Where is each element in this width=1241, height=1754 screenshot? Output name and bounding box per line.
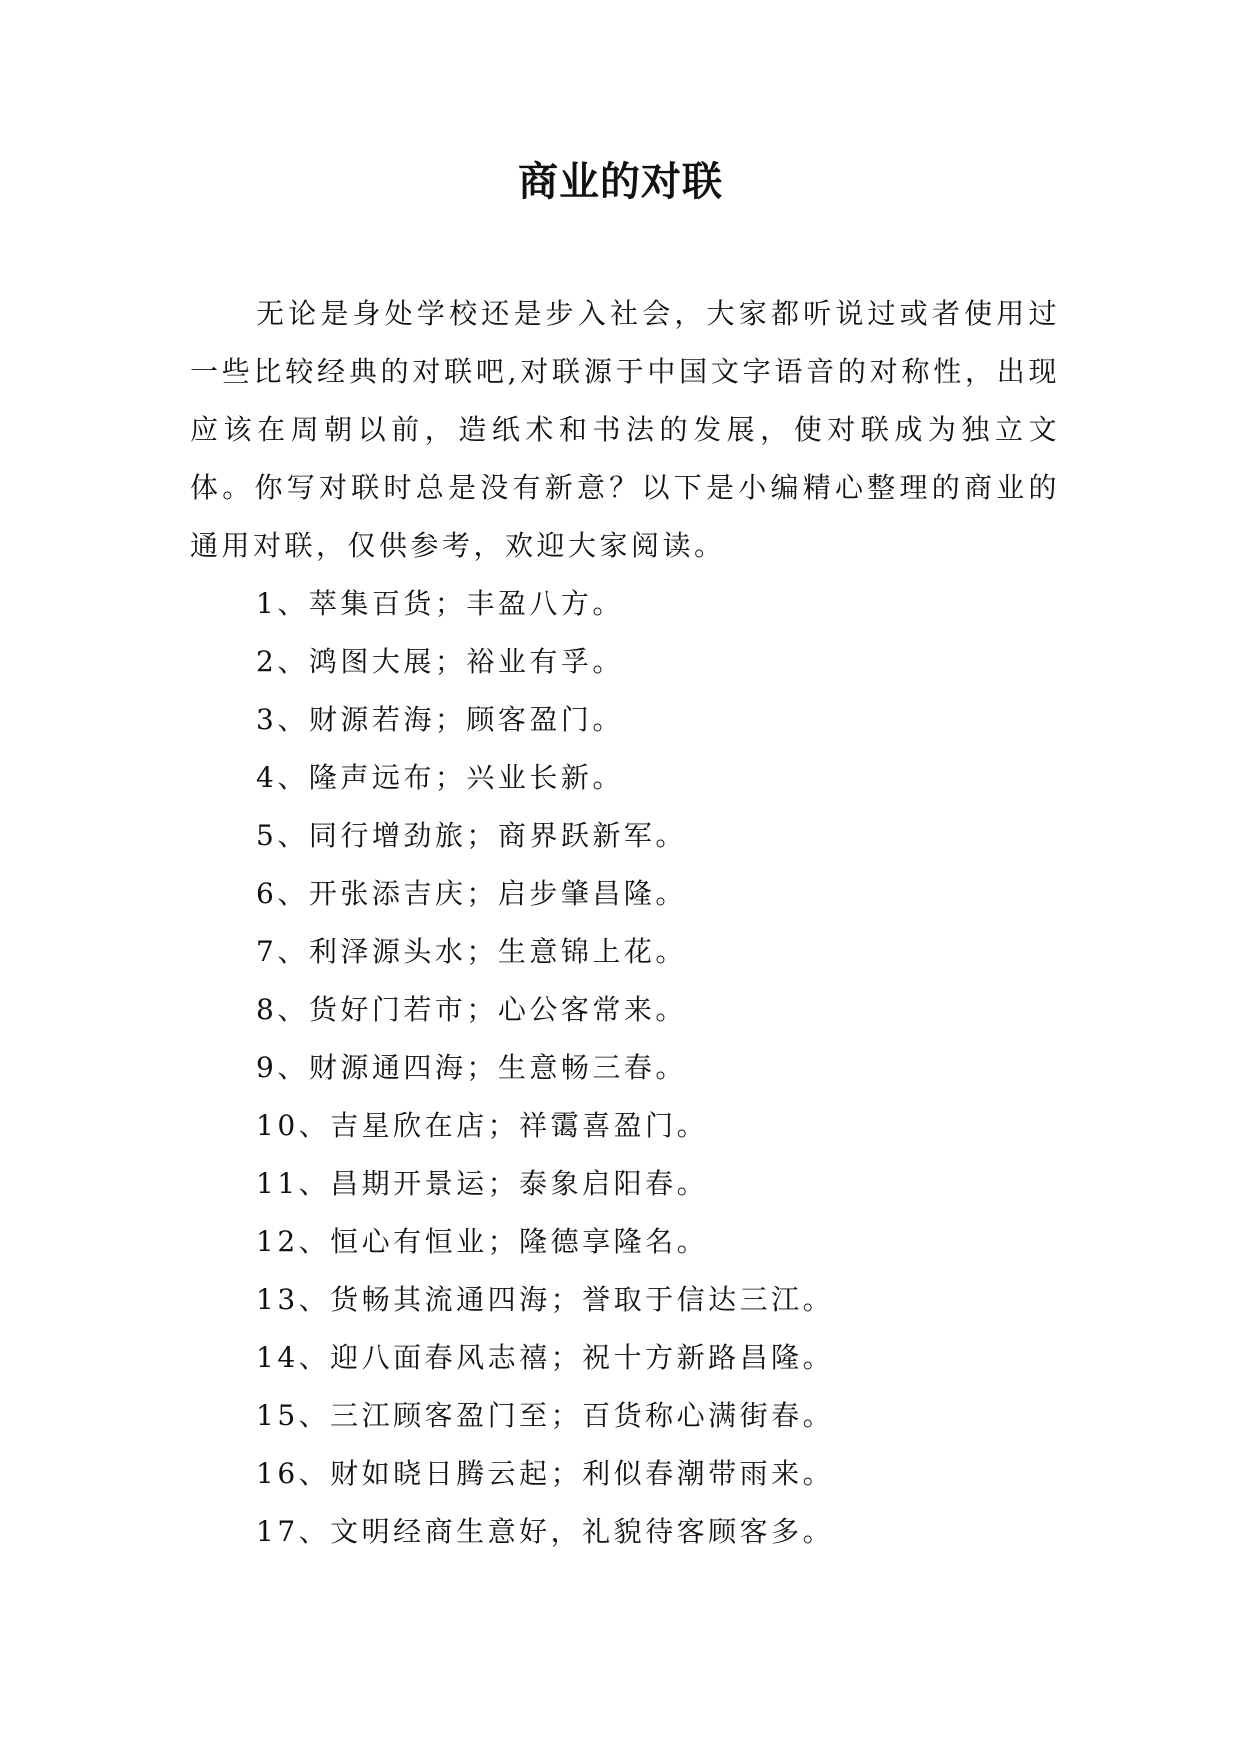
couplet-item: 2、鸿图大展；裕业有孚。: [256, 645, 624, 678]
couplet-item: 10、吉星欣在店；祥霭喜盈门。: [256, 1109, 709, 1142]
couplet-item: 11、昌期开景运；泰象启阳春。: [256, 1167, 709, 1200]
couplet-item: 14、迎八面春风志禧；祝十方新路昌隆。: [256, 1341, 835, 1374]
couplet-item: 5、同行增劲旅；商界跃新军。: [256, 819, 687, 852]
intro-paragraph: 无论是身处学校还是步入社会，大家都听说过或者使用过一些比较经典的对联吧,对联源于中国文字语音的对称性，出现应该在周朝以前，造纸术和书法的发展，使对联成为独立文体。你写对联时总是没有新意？以下是小编精心整理的商业的通用对联，仅供参考，欢迎大家阅读。: [190, 297, 1060, 562]
couplet-item: 16、财如晓日腾云起；利似春潮带雨来。: [256, 1457, 835, 1490]
document-body: [190, 285, 1060, 1561]
couplet-item: 3、财源若海；顾客盈门。: [256, 703, 624, 736]
couplet-item: 13、货畅其流通四海；誉取于信达三江。: [256, 1283, 835, 1316]
couplet-item: 4、隆声远布；兴业长新。: [256, 761, 624, 794]
couplet-item: 17、文明经商生意好，礼貌待客顾客多。: [256, 1515, 835, 1548]
couplet-item: 1、萃集百货；丰盈八方。: [256, 587, 624, 620]
page-title: 商业的对联: [518, 159, 723, 205]
couplet-item: 15、三江顾客盈门至；百货称心满街春。: [256, 1399, 835, 1432]
couplet-item: 8、货好门若市；心公客常来。: [256, 993, 687, 1026]
couplet-item: 12、恒心有恒业；隆德享隆名。: [256, 1225, 709, 1258]
couplet-item: 6、开张添吉庆；启步肇昌隆。: [256, 877, 687, 910]
couplet-item: 7、利泽源头水；生意锦上花。: [256, 935, 687, 968]
couplet-list: [190, 575, 1060, 1561]
couplet-item: 9、财源通四海；生意畅三春。: [256, 1051, 687, 1084]
